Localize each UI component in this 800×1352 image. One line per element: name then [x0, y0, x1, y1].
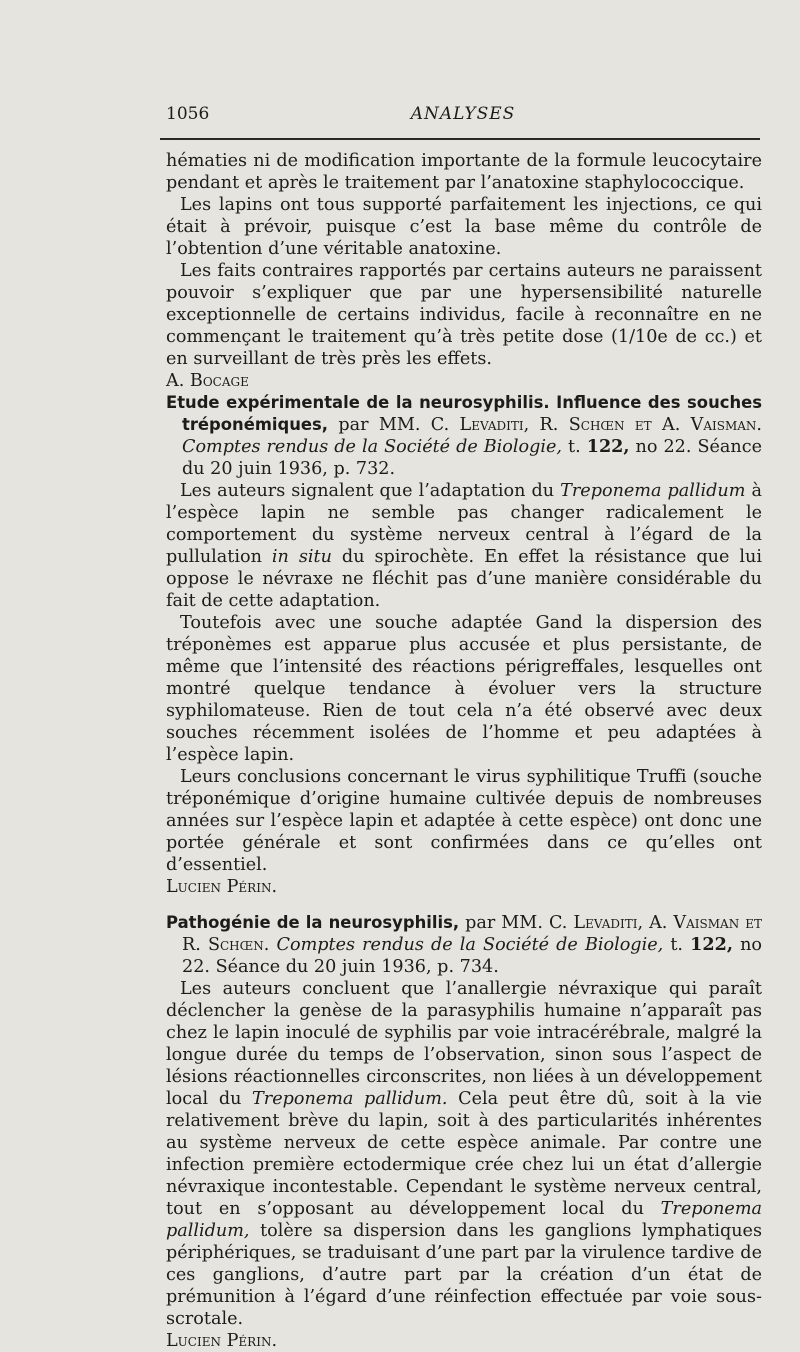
- article-heading: [166, 912, 762, 978]
- continued-paragraph: hématies ni de modification importante de la formule leucocytaire pendant et après le traitement par l’anatoxine staphylococcique.: [166, 151, 762, 193]
- paragraph: [166, 480, 762, 612]
- text-run: du spirochète. En effet la résistance que lui oppose le névraxe ne fléchit pas d’une manière considérable du fait de cette adaptation.: [166, 547, 763, 611]
- tome-number: 122,: [690, 934, 733, 955]
- page-number: 1056: [166, 104, 210, 124]
- paragraph: [166, 978, 762, 1330]
- latin-term: in situ: [271, 547, 332, 567]
- signature: Lucien Périn.: [166, 877, 278, 897]
- tome-label: t.: [663, 935, 691, 955]
- page-content: [166, 150, 762, 1352]
- journal-name: Comptes rendus de la Société de Biologie,: [182, 437, 563, 457]
- text-run: Cela peut être dû, soit à la vie relativement brève du lapin, soit à des particularités inhérentes au système nerveux de cette espèce animale. Par contre une infection première ectodermique crée chez lui un état d’allergie névraxique incontestable. Cependant le système nerveux central, tout en s’opposant au développement local du: [166, 1089, 763, 1219]
- article-title: Etude expérimentale de la neurosyphilis. Influence des souches tréponémiques,: [166, 393, 762, 434]
- text-run: Les auteurs concluent que l’anallergie névraxique qui paraît déclencher la genèse de la parasyphilis humaine n’apparaît pas chez le lapin inoculé de syphilis par voie intracérébrale, malgré la longue durée du temps de l’observation, sinon sous l’aspect de lésions réactionnelles circonscrites, non liées à un développement local du: [166, 979, 762, 1109]
- running-title: ANALYSES: [410, 104, 516, 124]
- text-run: à l’espèce lapin ne semble pas changer radicalement le comportement du système nerveux central à l’égard de la pullulation: [166, 481, 762, 567]
- text-run: Les auteurs signalent que l’adaptation du: [180, 481, 561, 501]
- signature: Lucien Périn.: [166, 1331, 278, 1351]
- article-heading: [166, 392, 762, 480]
- paragraph: Leurs conclusions concernant le virus syphilitique Truffi (souche tréponémique d’origine humaine cultivée depuis de nombreuses années sur l’espèce lapin et adaptée à cette espèce) ont donc une portée générale et sont confirmées dans ce qu’elles ont d’essentiel.: [166, 767, 762, 875]
- signature: A. Bocage: [166, 371, 249, 391]
- paragraph: Toutefois avec une souche adaptée Gand la dispersion des tréponèmes est apparue plus accusée et plus persistante, de même que l’intensité des réactions périgreffales, lesquelles ont montré quelque tendance à évoluer vers la structure syphilomateuse. Rien de tout cela n’a été observé avec deux souches récemment isolées de l’homme et peu adaptées à l’espèce lapin.: [166, 613, 762, 765]
- article-authors: C. Levaditi, A. Vaisman et R. Schœn.: [182, 913, 762, 955]
- citation-details: no 22. Séance du 20 juin 1936, p. 732.: [182, 437, 763, 479]
- species-name: Treponema pallidum: [560, 481, 746, 501]
- species-name: Treponema pallidum.: [252, 1089, 448, 1109]
- article-authors: C. Levaditi, R. Schœn et A. Vaisman.: [430, 415, 762, 435]
- species-name: Treponema pallidum,: [166, 1199, 762, 1241]
- text-run: tolère sa dispersion dans les ganglions lymphatiques périphériques, se traduisant d’une part par la virulence tardive de ces ganglions, d’autre part par la création d’un état de prémunition à l’égard d’une réinfection effectuée par voie sous-scrotale.: [166, 1221, 762, 1329]
- by-label: par MM.: [328, 415, 431, 435]
- page-header: [166, 104, 760, 130]
- citation-details: no 22. Séance du 20 juin 1936, p. 734.: [182, 935, 763, 977]
- tome-label: t.: [562, 437, 587, 457]
- by-label: par MM.: [459, 913, 549, 933]
- article-title: Pathogénie de la neurosyphilis,: [166, 913, 460, 932]
- tome-number: 122,: [586, 436, 630, 457]
- paragraph: Les lapins ont tous supporté parfaitement les injections, ce qui était à prévoir, puisque c’est la base même du contrôle de l’obtention d’une véritable anatoxine.: [166, 195, 762, 259]
- paragraph: Les faits contraires rapportés par certains auteurs ne paraissent pouvoir s’expliquer que par une hypersensibilité naturelle exceptionnelle de certains individus, facile à reconnaître en ne commençant le traitement qu’à très petite dose (1/10e de cc.) et en surveillant de très près les effets.: [166, 261, 762, 369]
- journal-name: Comptes rendus de la Société de Biologie,: [276, 935, 664, 955]
- header-rule: [160, 138, 760, 140]
